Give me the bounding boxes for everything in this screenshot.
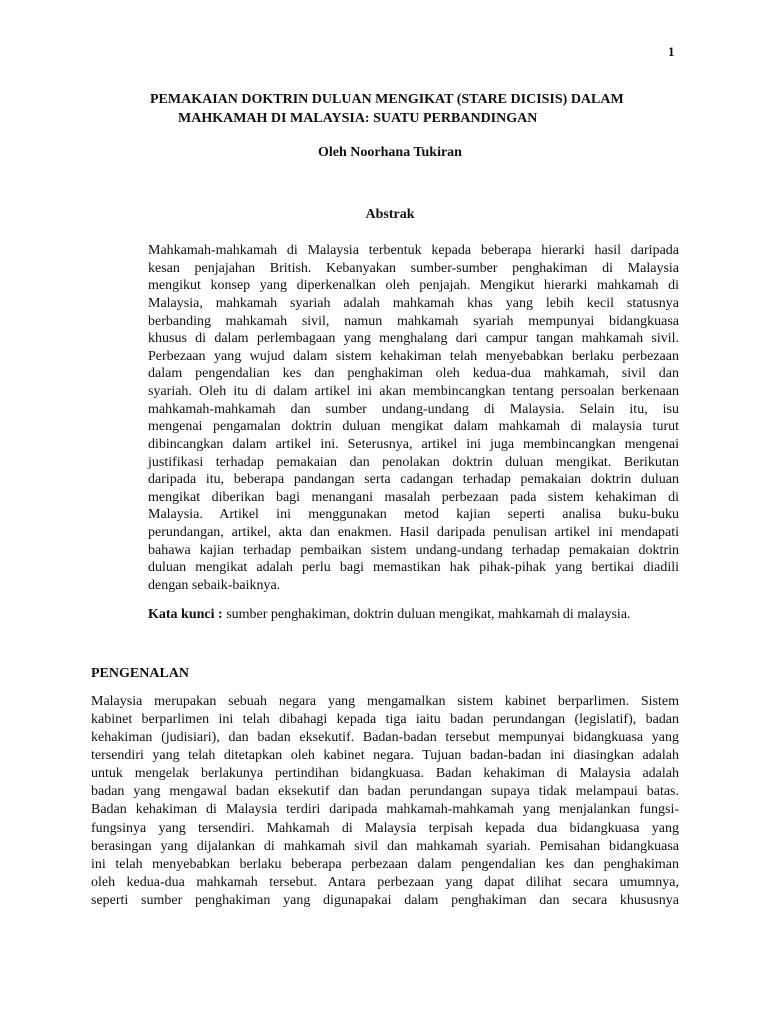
keywords: [148, 606, 708, 623]
title-line-1: PEMAKAIAN DOKTRIN DULUAN MENGIKAT (STARE DICISIS) DALAM: [150, 92, 624, 107]
abstract-line: dalam pengendalian kes dan penghakiman oleh kedua-dua mahkamah, sivil dan: [148, 366, 679, 382]
abstract-line: duluan mengikat adalah perlu bagi memastikan hak pihak-pihak yang bertikai diadili: [148, 560, 679, 576]
intro-line: kabinet berparlimen ini telah dibahagi kepada tiga iaitu badan perundangan (legislatif), badan: [91, 712, 679, 728]
abstract-line: justifikasi terhadap pemakaian dan penolakan doktrin duluan mengikat. Berikutan: [148, 454, 679, 470]
intro-line: seperti sumber penghakiman yang digunapakai dalam penghakiman dan secara khususnya: [91, 892, 679, 908]
paper-title: [150, 90, 690, 128]
abstract-line: mengikat diberikan bagi menangani masalah perbezaan pada sistem kehakiman di: [148, 489, 679, 505]
page-number: 1: [668, 44, 675, 59]
intro-body: [91, 693, 679, 910]
abstract-body: [148, 242, 679, 595]
intro-line: ini telah menyebabkan berlaku beberapa perbezaan dalam pengendalian kes dan penghakiman: [91, 856, 679, 872]
abstract-line: syariah. Oleh itu di dalam artikel ini akan membincangkan tentang persoalan berkenaan: [148, 384, 679, 399]
abstract-line: dibincangkan dalam artikel ini. Seterusnya, artikel ini juga membincangkan mengenai: [148, 436, 679, 452]
abstract-line: mahkamah-mahkamah dan sumber undang-undang di Malaysia. Selain itu, isu: [148, 401, 679, 417]
intro-line: tersendiri yang telah ditetapkan oleh kabinet negara. Tujuan badan-badan ini diasingkan adalah: [91, 748, 679, 764]
abstract-line: daripada itu, beberapa pandangan serta cadangan terhadap pemakaian doktrin duluan: [148, 472, 679, 488]
intro-line: Badan kehakiman di Malaysia terdiri daripada mahkamah-mahkamah yang menjalankan fungsi-: [91, 802, 679, 818]
abstract-line: dengan sebaik-baiknya.: [148, 577, 281, 593]
abstract-line: kesan penjajahan British. Kebanyakan sumber-sumber penghakiman di Malaysia: [148, 260, 679, 276]
intro-line: oleh kedua-dua mahkamah tersebut. Antara perbezaan yang dapat dilihat secara umumnya,: [91, 874, 679, 890]
intro-line: Malaysia merupakan sebuah negara yang mengamalkan sistem kabinet berparlimen. Sistem: [91, 694, 679, 709]
abstract-line: khusus di dalam perlembagaan yang menghalang dari campur tangan mahkamah sivil.: [148, 331, 679, 347]
section-heading: PENGENALAN: [91, 666, 190, 681]
abstract-line: Malaysia. Artikel ini menggunakan metod kajian seperti analisa buku-buku: [148, 507, 679, 523]
abstract-line: perundangan, artikel, akta dan enakmen. Hasil daripada penulisan artikel ini mendapati: [148, 525, 679, 540]
abstract-line: berbanding mahkamah sivil, namun mahkamah syariah mempunyai bidangkuasa: [148, 313, 679, 329]
intro-line: untuk mengelak berlakunya pertindihan bidangkuasa. Badan kehakiman di Malaysia adalah: [91, 766, 679, 782]
abstract-line: mengikut konsep yang diperkenalkan oleh penjajah. Mengikut hierarki mahkamah di: [148, 278, 679, 294]
abstract-line: bahawa kajian terhadap pembaikan sistem undang-undang terhadap pemakaian doktrin: [148, 542, 679, 558]
intro-line: berasingan yang dijalankan di mahkamah sivil dan mahkamah syariah. Pemisahan bidangkuasa: [91, 838, 679, 854]
keywords-label: Kata kunci :: [148, 607, 223, 622]
abstract-line: Mahkamah-mahkamah di Malaysia terbentuk kepada beberapa hierarki hasil daripada: [148, 243, 679, 258]
author-byline: Oleh Noorhana Tukiran: [318, 145, 462, 160]
abstract-heading: Abstrak: [365, 207, 415, 222]
intro-line: badan yang mengawal badan eksekutif dan badan perundangan supaya tidak melampaui batas.: [91, 784, 679, 800]
keywords-text: sumber penghakiman, doktrin duluan mengikat, mahkamah di malaysia.: [222, 607, 631, 622]
intro-line: fungsinya yang tersendiri. Mahkamah di Malaysia terpisah kepada dua bidangkuasa yang: [91, 820, 679, 836]
abstract-line: Perbezaan yang wujud dalam sistem kehakiman telah menyebabkan berlaku perbezaan: [148, 348, 679, 364]
title-line-2: MAHKAMAH DI MALAYSIA: SUATU PERBANDINGAN: [178, 111, 538, 126]
abstract-line: Malaysia, mahkamah syariah adalah mahkamah khas yang lebih kecil statusnya: [148, 295, 679, 311]
abstract-line: mengenai pengamalan doktrin duluan mengikat dalam mahkamah di malaysia turut: [148, 419, 679, 435]
intro-line: kehakiman (judisiari), dan badan eksekutif. Badan-badan tersebut mempunyai bidangkuasa yang: [91, 730, 679, 746]
